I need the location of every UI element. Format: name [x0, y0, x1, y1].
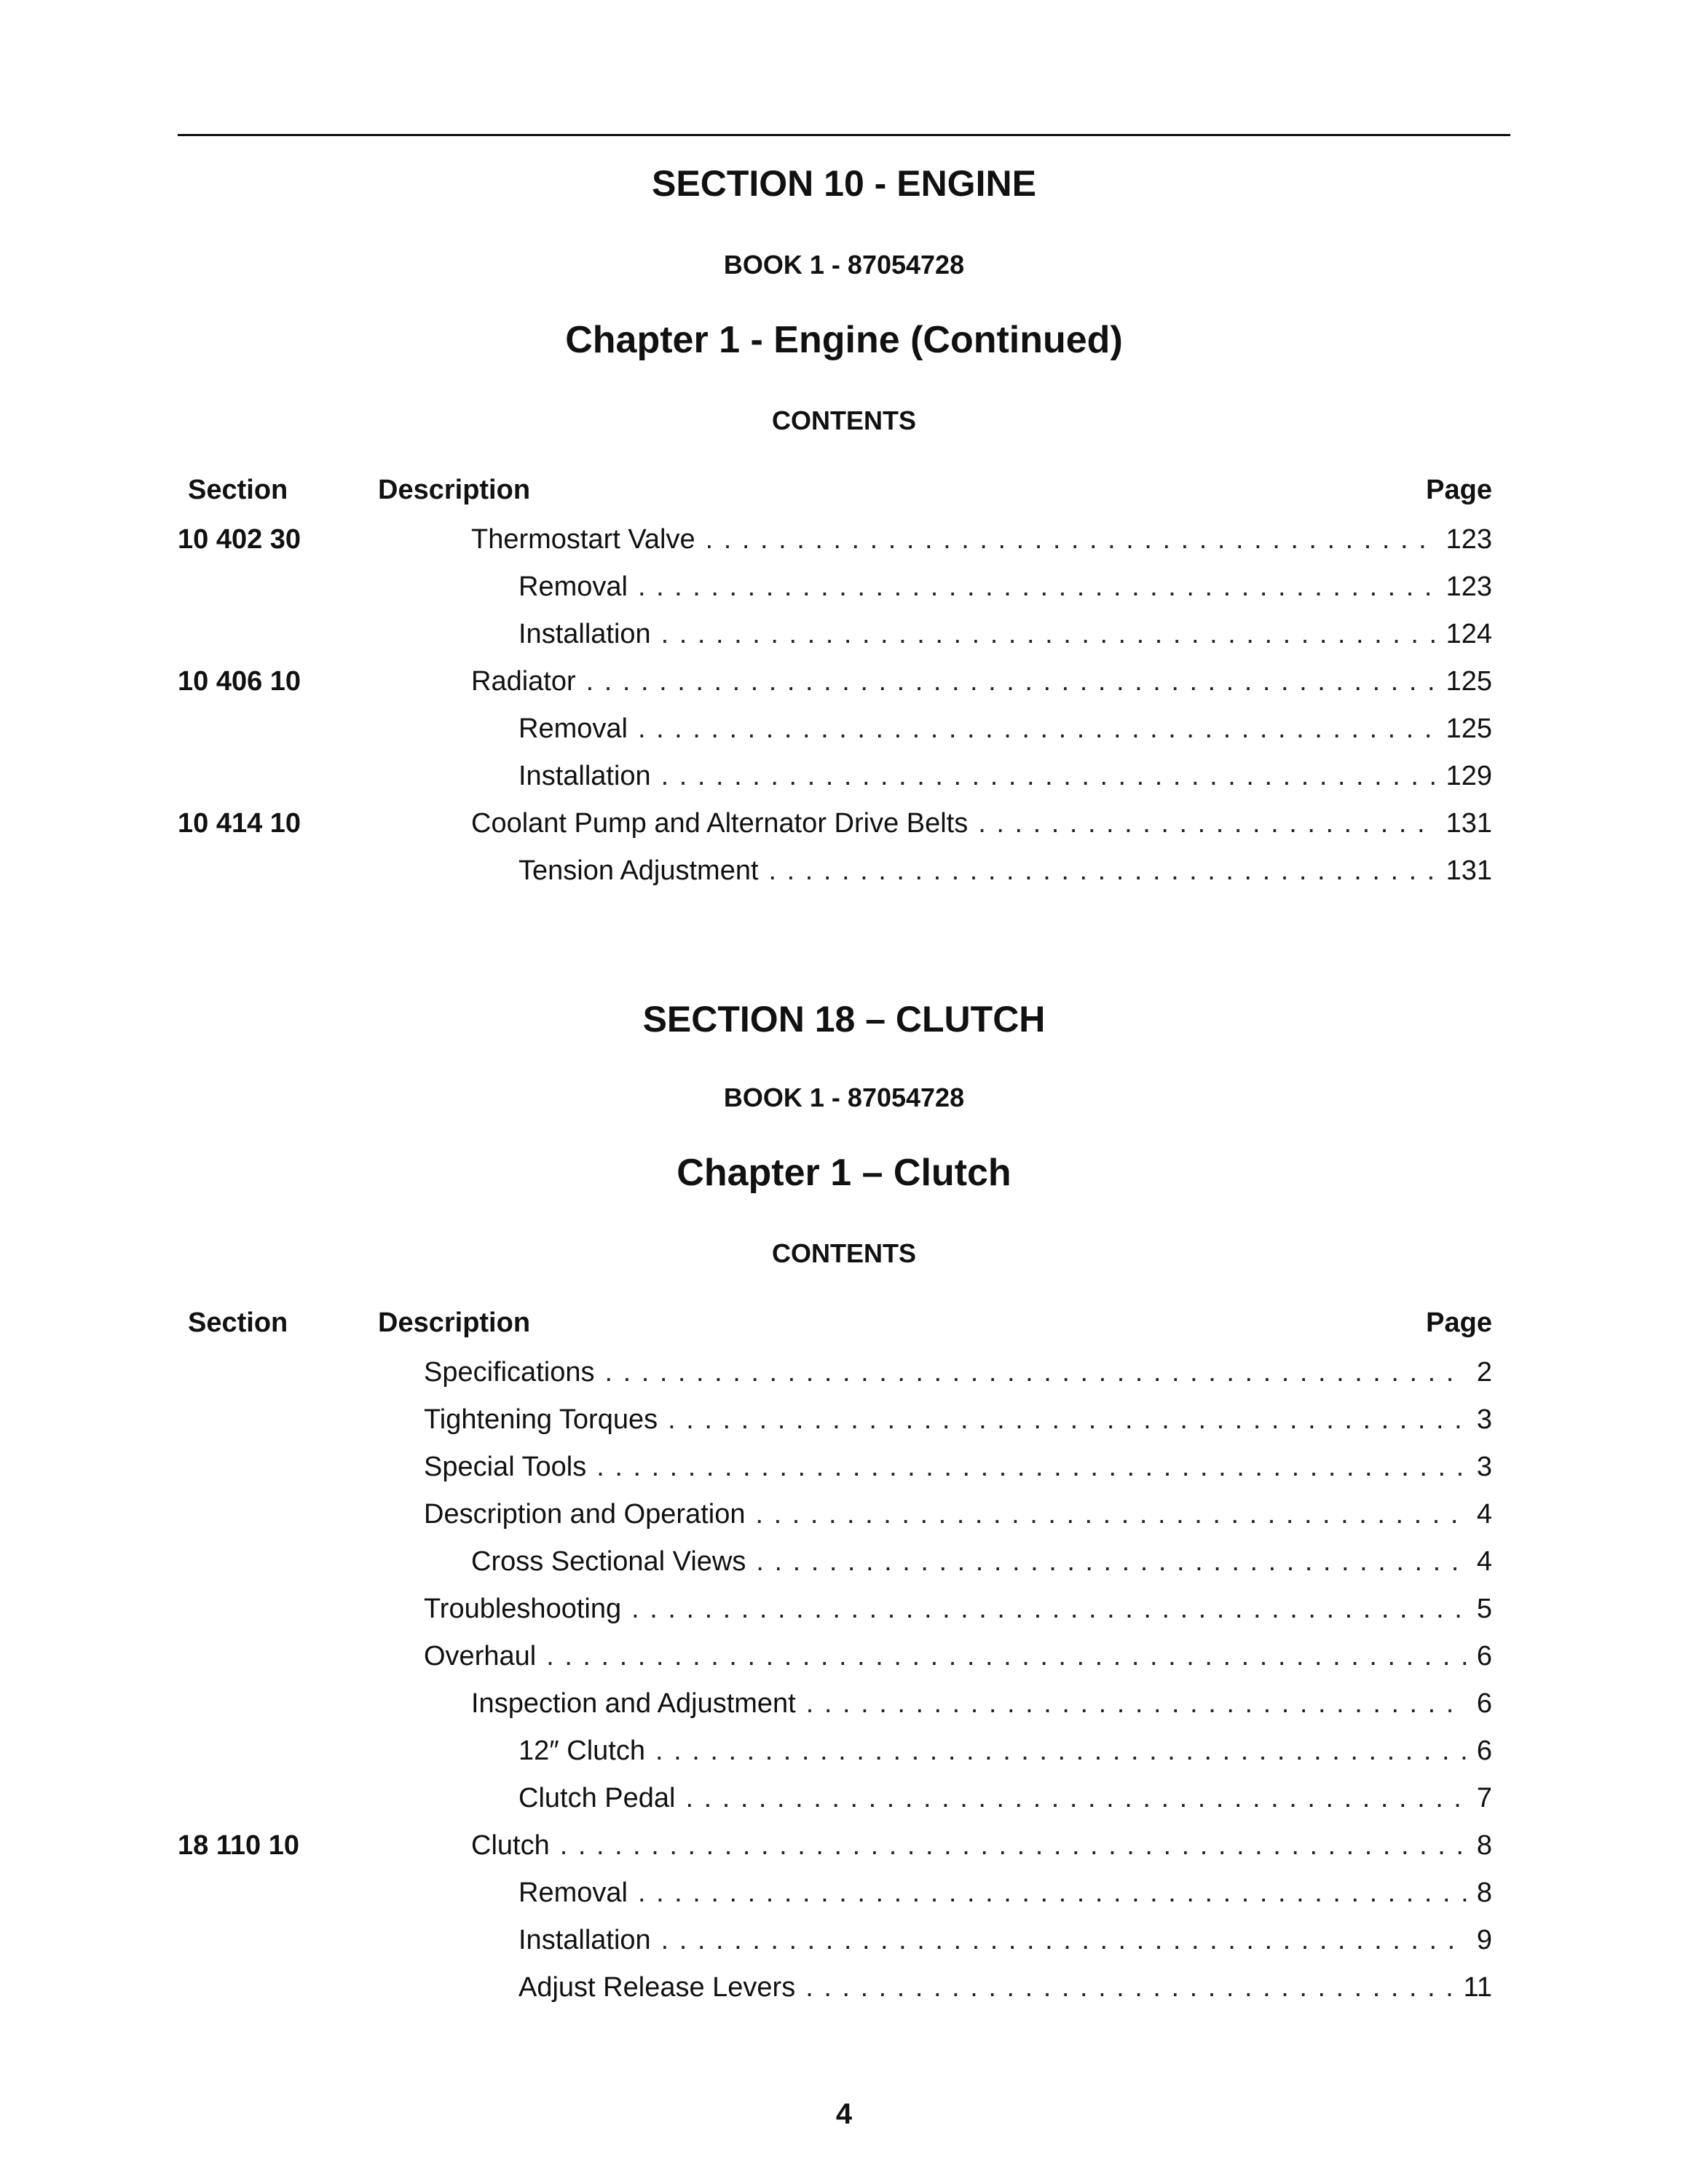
- toc-page-number: 131: [1446, 808, 1492, 839]
- toc-entry[interactable]: [518, 1970, 1492, 2005]
- book-number: BOOK 1 - 87054728: [723, 1083, 965, 1112]
- toc-entry-title: Adjust Release Levers: [518, 1972, 796, 2003]
- dot-leader: [655, 1733, 1467, 1768]
- toc-entry-title: Installation: [518, 761, 651, 791]
- toc-row: [178, 759, 1492, 806]
- toc-page-number: 131: [1446, 855, 1492, 886]
- dot-leader: [805, 1970, 1453, 2005]
- header-page: Page: [1426, 475, 1492, 505]
- section-18-chapter: [178, 1150, 1510, 1195]
- toc-entry-title: Thermostart Valve: [471, 524, 695, 555]
- toc-row: [178, 1733, 1492, 1781]
- dot-leader: [685, 1781, 1466, 1816]
- toc-entry-title: Installation: [518, 1925, 651, 1955]
- toc-header-row: [178, 1307, 1492, 1355]
- toc-entry-title: Clutch Pedal: [518, 1783, 676, 1813]
- toc-header-row: [178, 475, 1492, 522]
- toc-entry-title: Removal: [518, 1878, 628, 1908]
- dot-leader: [638, 711, 1436, 746]
- section-18-contents: [178, 1238, 1510, 1270]
- dot-leader: [638, 569, 1436, 604]
- toc-entry[interactable]: [471, 1544, 1492, 1579]
- toc-entry[interactable]: [518, 617, 1492, 652]
- chapter-title: Chapter 1 – Clutch: [677, 1152, 1011, 1194]
- toc-entry[interactable]: [471, 806, 1492, 841]
- toc-row: [178, 1639, 1492, 1686]
- toc-page-number: 2: [1476, 1357, 1492, 1388]
- toc-row: [178, 569, 1492, 617]
- toc-entry[interactable]: [518, 711, 1492, 746]
- toc-entry-title: Troubleshooting: [424, 1594, 622, 1624]
- chapter-title: Chapter 1 - Engine (Continued): [565, 319, 1123, 361]
- dot-leader: [806, 1686, 1467, 1721]
- toc-page-number: 9: [1476, 1925, 1492, 1955]
- toc-row: [178, 1544, 1492, 1591]
- dot-leader: [631, 1591, 1467, 1626]
- toc-row: [178, 1591, 1492, 1639]
- toc-entry[interactable]: [471, 1686, 1492, 1721]
- toc-page-number: 6: [1476, 1688, 1492, 1719]
- dot-leader: [661, 1923, 1467, 1958]
- toc-page-number: 123: [1446, 571, 1492, 602]
- toc-page-number: 8: [1476, 1830, 1492, 1861]
- dot-leader: [668, 1402, 1467, 1437]
- dot-leader: [755, 1497, 1466, 1532]
- toc-entry-title: Tension Adjustment: [518, 855, 759, 886]
- toc-entry-title: 12″ Clutch: [518, 1736, 645, 1766]
- toc-entry[interactable]: [518, 1923, 1492, 1958]
- toc-page-number: 7: [1476, 1783, 1492, 1813]
- dot-leader: [769, 853, 1436, 888]
- header-description: Description: [378, 475, 531, 505]
- toc-entry-title: Specifications: [424, 1357, 595, 1388]
- dot-leader: [596, 1449, 1467, 1484]
- toc-entry[interactable]: [424, 1449, 1492, 1484]
- dot-leader: [661, 759, 1436, 794]
- header-section: Section: [188, 1307, 288, 1338]
- toc-table-engine: [178, 475, 1492, 901]
- toc-row: [178, 1686, 1492, 1733]
- toc-row: [178, 522, 1492, 569]
- book-number: BOOK 1 - 87054728: [723, 250, 965, 280]
- section-18-book: [178, 1082, 1510, 1114]
- toc-entry-title: Radiator: [471, 666, 576, 697]
- header-section: Section: [188, 475, 288, 505]
- toc-row: [178, 711, 1492, 759]
- toc-page-number: 8: [1476, 1878, 1492, 1908]
- toc-page-number: 124: [1446, 619, 1492, 649]
- toc-entry[interactable]: [518, 759, 1492, 794]
- toc-page-number: 4: [1476, 1499, 1492, 1530]
- toc-entry-title: Overhaul: [424, 1641, 537, 1671]
- toc-entry-title: Installation: [518, 619, 651, 649]
- toc-section-code: 10 402 30: [178, 524, 301, 555]
- toc-page-number: 4: [1476, 1546, 1492, 1577]
- toc-entry-title: Description and Operation: [424, 1499, 746, 1530]
- toc-entry[interactable]: [424, 1355, 1492, 1390]
- dot-leader: [756, 1544, 1467, 1579]
- section-10-book: [178, 249, 1510, 281]
- toc-page-number: 125: [1446, 713, 1492, 744]
- section-10-contents: [178, 405, 1510, 437]
- toc-page-number: 6: [1476, 1736, 1492, 1766]
- section-10-heading: [178, 162, 1510, 205]
- dot-leader: [604, 1355, 1466, 1390]
- toc-entry[interactable]: [518, 1733, 1492, 1768]
- toc-row: [178, 617, 1492, 664]
- toc-entry-title: Inspection and Adjustment: [471, 1688, 796, 1719]
- toc-entry-title: Removal: [518, 571, 628, 602]
- toc-row: [178, 1828, 1492, 1875]
- toc-page-number: 3: [1476, 1404, 1492, 1435]
- toc-row: [178, 806, 1492, 853]
- toc-entry[interactable]: [424, 1497, 1492, 1532]
- toc-entry[interactable]: [471, 664, 1492, 699]
- top-rule: [178, 134, 1510, 136]
- toc-page-number: 5: [1476, 1594, 1492, 1624]
- contents-label: CONTENTS: [772, 405, 916, 435]
- toc-row: [178, 1781, 1492, 1828]
- section-title: SECTION 10 - ENGINE: [652, 163, 1036, 204]
- toc-entry[interactable]: [424, 1402, 1492, 1437]
- toc-row: [178, 1497, 1492, 1544]
- toc-row: [178, 1402, 1492, 1449]
- page-number: 4: [835, 2098, 853, 2130]
- toc-row: [178, 1449, 1492, 1497]
- toc-section-code: 10 406 10: [178, 666, 301, 697]
- toc-row: [178, 664, 1492, 711]
- toc-page-number: 6: [1476, 1641, 1492, 1671]
- section-title: SECTION 18 – CLUTCH: [642, 999, 1046, 1040]
- toc-entry-title: Removal: [518, 713, 628, 744]
- toc-table-clutch: [178, 1307, 1492, 2017]
- toc-entry[interactable]: [518, 1781, 1492, 1816]
- toc-entry[interactable]: [471, 1828, 1492, 1863]
- toc-row: [178, 1875, 1492, 1923]
- dot-leader: [638, 1875, 1467, 1910]
- section-10-chapter: [178, 317, 1510, 363]
- toc-page-number: 129: [1446, 761, 1492, 791]
- toc-row: [178, 853, 1492, 901]
- dot-leader: [978, 806, 1435, 841]
- toc-entry[interactable]: [471, 522, 1492, 557]
- toc-entry[interactable]: [518, 853, 1492, 888]
- toc-entry-title: Clutch: [471, 1830, 550, 1861]
- toc-entry-title: Tightening Torques: [424, 1404, 658, 1435]
- dot-leader: [586, 664, 1436, 699]
- toc-entry-title: Cross Sectional Views: [471, 1546, 746, 1577]
- toc-row: [178, 1355, 1492, 1402]
- dot-leader: [661, 617, 1436, 652]
- toc-page-number: 11: [1463, 1972, 1492, 2003]
- toc-page-number: 125: [1446, 666, 1492, 697]
- toc-entry[interactable]: [518, 569, 1492, 604]
- toc-row: [178, 1923, 1492, 1970]
- toc-page-number: 123: [1446, 524, 1492, 555]
- toc-row: [178, 1970, 1492, 2017]
- contents-label: CONTENTS: [772, 1238, 916, 1268]
- dot-leader: [560, 1828, 1467, 1863]
- toc-entry[interactable]: [424, 1591, 1492, 1626]
- dot-leader: [546, 1639, 1467, 1674]
- toc-entry-title: Coolant Pump and Alternator Drive Belts: [471, 808, 969, 839]
- toc-page-number: 3: [1476, 1452, 1492, 1482]
- dot-leader: [706, 522, 1436, 557]
- toc-entry[interactable]: [424, 1639, 1492, 1674]
- header-description: Description: [378, 1307, 531, 1338]
- toc-entry[interactable]: [518, 1875, 1492, 1910]
- header-page: Page: [1426, 1307, 1492, 1338]
- toc-entry-title: Special Tools: [424, 1452, 587, 1482]
- toc-section-code: 10 414 10: [178, 808, 301, 839]
- toc-section-code: 18 110 10: [178, 1830, 299, 1861]
- section-18-heading: [178, 997, 1510, 1041]
